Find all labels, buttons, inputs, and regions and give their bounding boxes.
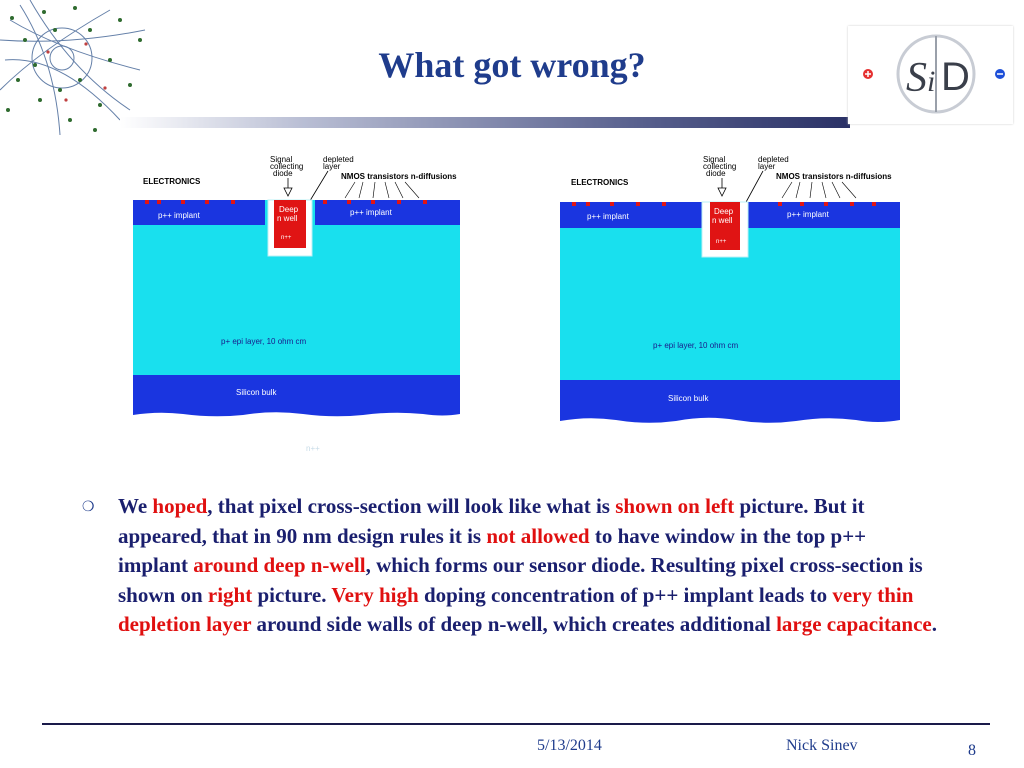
body-text-segment: . xyxy=(931,612,938,636)
footer-divider xyxy=(42,723,990,725)
highlighted-text: shown on left xyxy=(615,494,735,518)
nmos-label: NMOS transistors n-diffusions xyxy=(776,172,892,181)
body-text-segment: doping concentration of p++ implant leads to xyxy=(418,582,833,607)
highlighted-text: large capacitance xyxy=(776,612,932,636)
logo-d-text: D xyxy=(941,55,970,99)
silicon-bulk xyxy=(133,375,460,416)
stray-n-plus-label: n++ xyxy=(306,444,320,453)
body-text-segment: , that pixel cross-section will look like what is xyxy=(207,494,616,518)
body-text-segment: picture. But it appeared, that in 90 nm design rules it is xyxy=(118,494,865,548)
highlighted-text: hoped xyxy=(152,494,208,518)
p-implant-right-label: p++ implant xyxy=(787,210,829,219)
body-text-segment: We xyxy=(118,494,153,518)
footer-author: Nick Sinev xyxy=(786,737,858,754)
highlighted-text: Very high xyxy=(331,582,419,607)
silicon-bulk-label: Silicon bulk xyxy=(668,394,709,403)
silicon-bulk-label: Silicon bulk xyxy=(236,388,277,397)
highlighted-text: right xyxy=(207,582,253,607)
page-number: 8 xyxy=(968,742,976,759)
electronics-label: ELECTRONICS xyxy=(143,177,201,186)
highlighted-text: not allowed xyxy=(486,523,590,548)
p-implant-right-label: p++ implant xyxy=(350,208,392,217)
electronics-label: ELECTRONICS xyxy=(571,178,629,187)
n-plus-label: n++ xyxy=(716,239,727,245)
left-cross-section-diagram xyxy=(133,152,463,417)
epi-layer-label: p+ epi layer, 10 ohm cm xyxy=(653,341,739,350)
arrow-down-icon xyxy=(284,188,292,196)
nmos-label: NMOS transistors n-diffusions xyxy=(341,172,457,181)
highlighted-text: around deep n-well xyxy=(193,553,366,577)
footer-date: 5/13/2014 xyxy=(537,737,602,754)
sid-logo xyxy=(848,26,1013,124)
right-cross-section-diagram xyxy=(560,152,905,427)
deep-n-well-label: Deep n well xyxy=(712,207,734,225)
bullet-icon: ❍ xyxy=(82,499,95,515)
deep-n-well-label: Deep n well xyxy=(277,205,299,223)
depleted-layer-label: depleted layer xyxy=(323,155,354,171)
body-text-segment: picture. xyxy=(252,582,332,607)
highlighted-text: very thin depletion layer xyxy=(118,582,914,636)
body-text-segment: to have window in the top p++ implant xyxy=(118,523,867,577)
signal-diode-label: Signal collecting diode xyxy=(703,155,737,178)
epi-layer-label: p+ epi layer, 10 ohm cm xyxy=(221,337,307,346)
header-bar xyxy=(120,117,850,128)
silicon-bulk xyxy=(560,380,900,423)
n-plus-label: n++ xyxy=(281,235,292,241)
body-paragraph xyxy=(118,492,938,640)
p-implant-left-label: p++ implant xyxy=(158,211,200,220)
body-text-segment: around side walls of deep n-well, which creates additional xyxy=(251,612,777,636)
body-text-segment: , which forms our sensor diode. Resulting pixel cross-section is shown on xyxy=(118,553,923,607)
signal-diode-label: Signal collecting diode xyxy=(270,155,304,178)
arrow-down-icon xyxy=(718,188,726,196)
slide-title: What got wrong? xyxy=(378,45,646,85)
depleted-layer-label: depleted layer xyxy=(758,155,789,171)
p-implant-left-label: p++ implant xyxy=(587,212,629,221)
logo-s-text: Si xyxy=(906,55,936,101)
